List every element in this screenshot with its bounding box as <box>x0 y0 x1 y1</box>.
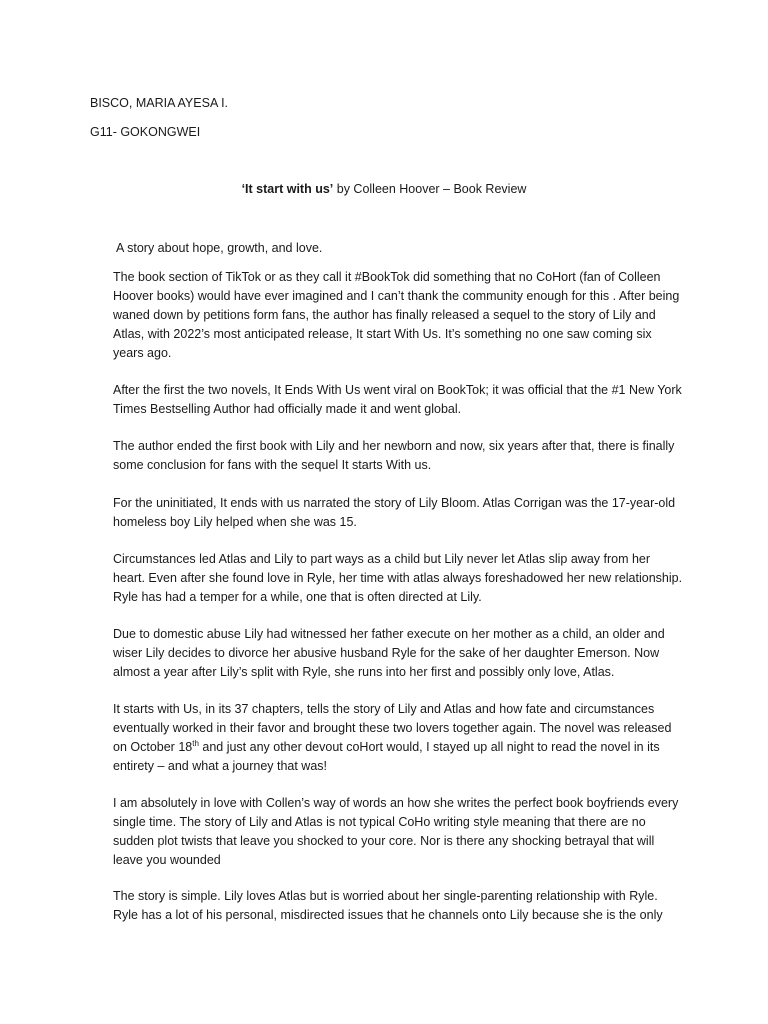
student-name: BISCO, MARIA AYESA I. <box>90 96 229 110</box>
tagline: A story about hope, growth, and love. <box>116 241 323 255</box>
ordinal-suffix: th <box>192 738 199 748</box>
title-author-part: by Colleen Hoover – Book Review <box>333 182 527 196</box>
paragraph-5: Circumstances led Atlas and Lily to part ways as a child but Lily never let Atlas slip away from her heart. Even after she found love in Ryle, her time with atlas always foreshadowed her new relationship. Ryle has had a temper for a while, one that is often directed at Lily. <box>113 552 683 604</box>
paragraph-7-text-a: It starts with Us, in its 37 chapters, tells the story of Lily and Atlas and how fate and circumstances eventually worked in their favor and brought these two lovers together again. The novel was released on October 18 <box>113 702 672 754</box>
paragraph-7 <box>113 700 683 776</box>
paragraph-9: The story is simple. Lily loves Atlas but is worried about her single-parenting relationship with Ryle. Ryle has a lot of his personal, misdirected issues that he channels onto Lily because she is the only <box>113 889 663 922</box>
paragraph-7-text-b: and just any other devout coHort would, I stayed up all night to read the novel in its entirety – and what a journey that was! <box>113 740 660 773</box>
paragraph-3: The author ended the first book with Lily and her newborn and now, six years after that, there is finally some conclusion for fans with the sequel It starts With us. <box>113 439 675 472</box>
book-title: ‘It start with us’ <box>241 182 334 196</box>
paragraph-4: For the uninitiated, It ends with us narrated the story of Lily Bloom. Atlas Corrigan was the 17-year-old homeless boy Lily helped when she was 15. <box>113 496 676 529</box>
paragraph-2: After the first the two novels, It Ends With Us went viral on BookTok; it was official that the #1 New York Times Bestselling Author had officially made it and went global. <box>113 383 682 416</box>
paragraph-6: Due to domestic abuse Lily had witnessed her father execute on her mother as a child, an older and wiser Lily decides to divorce her abusive husband Ryle for the sake of her daughter Emerson. Now almost a year after Lily’s split with Ryle, she runs into her first and possibly only love, Atlas. <box>113 627 665 679</box>
paragraph-1: The book section of TikTok or as they call it #BookTok did something that no CoHort (fan of Colleen Hoover books) would have ever imagined and I can’t thank the community enough for this . After being waned down by petitions form fans, the author has finally released a sequel to the story of Lily and Atlas, with 2022’s most anticipated release, It start With Us. It’s something no one saw coming six years ago. <box>113 270 680 360</box>
class-section: G11- GOKONGWEI <box>90 125 201 139</box>
review-title <box>0 181 768 197</box>
paragraph-8: I am absolutely in love with Collen’s way of words an how she writes the perfect book boyfriends every single time. The story of Lily and Atlas is not typical CoHo writing style meaning that there are no sudden plot twists that leave you shocked to your core. Nor is there any shocking betrayal that will leave you wounded <box>113 796 679 867</box>
